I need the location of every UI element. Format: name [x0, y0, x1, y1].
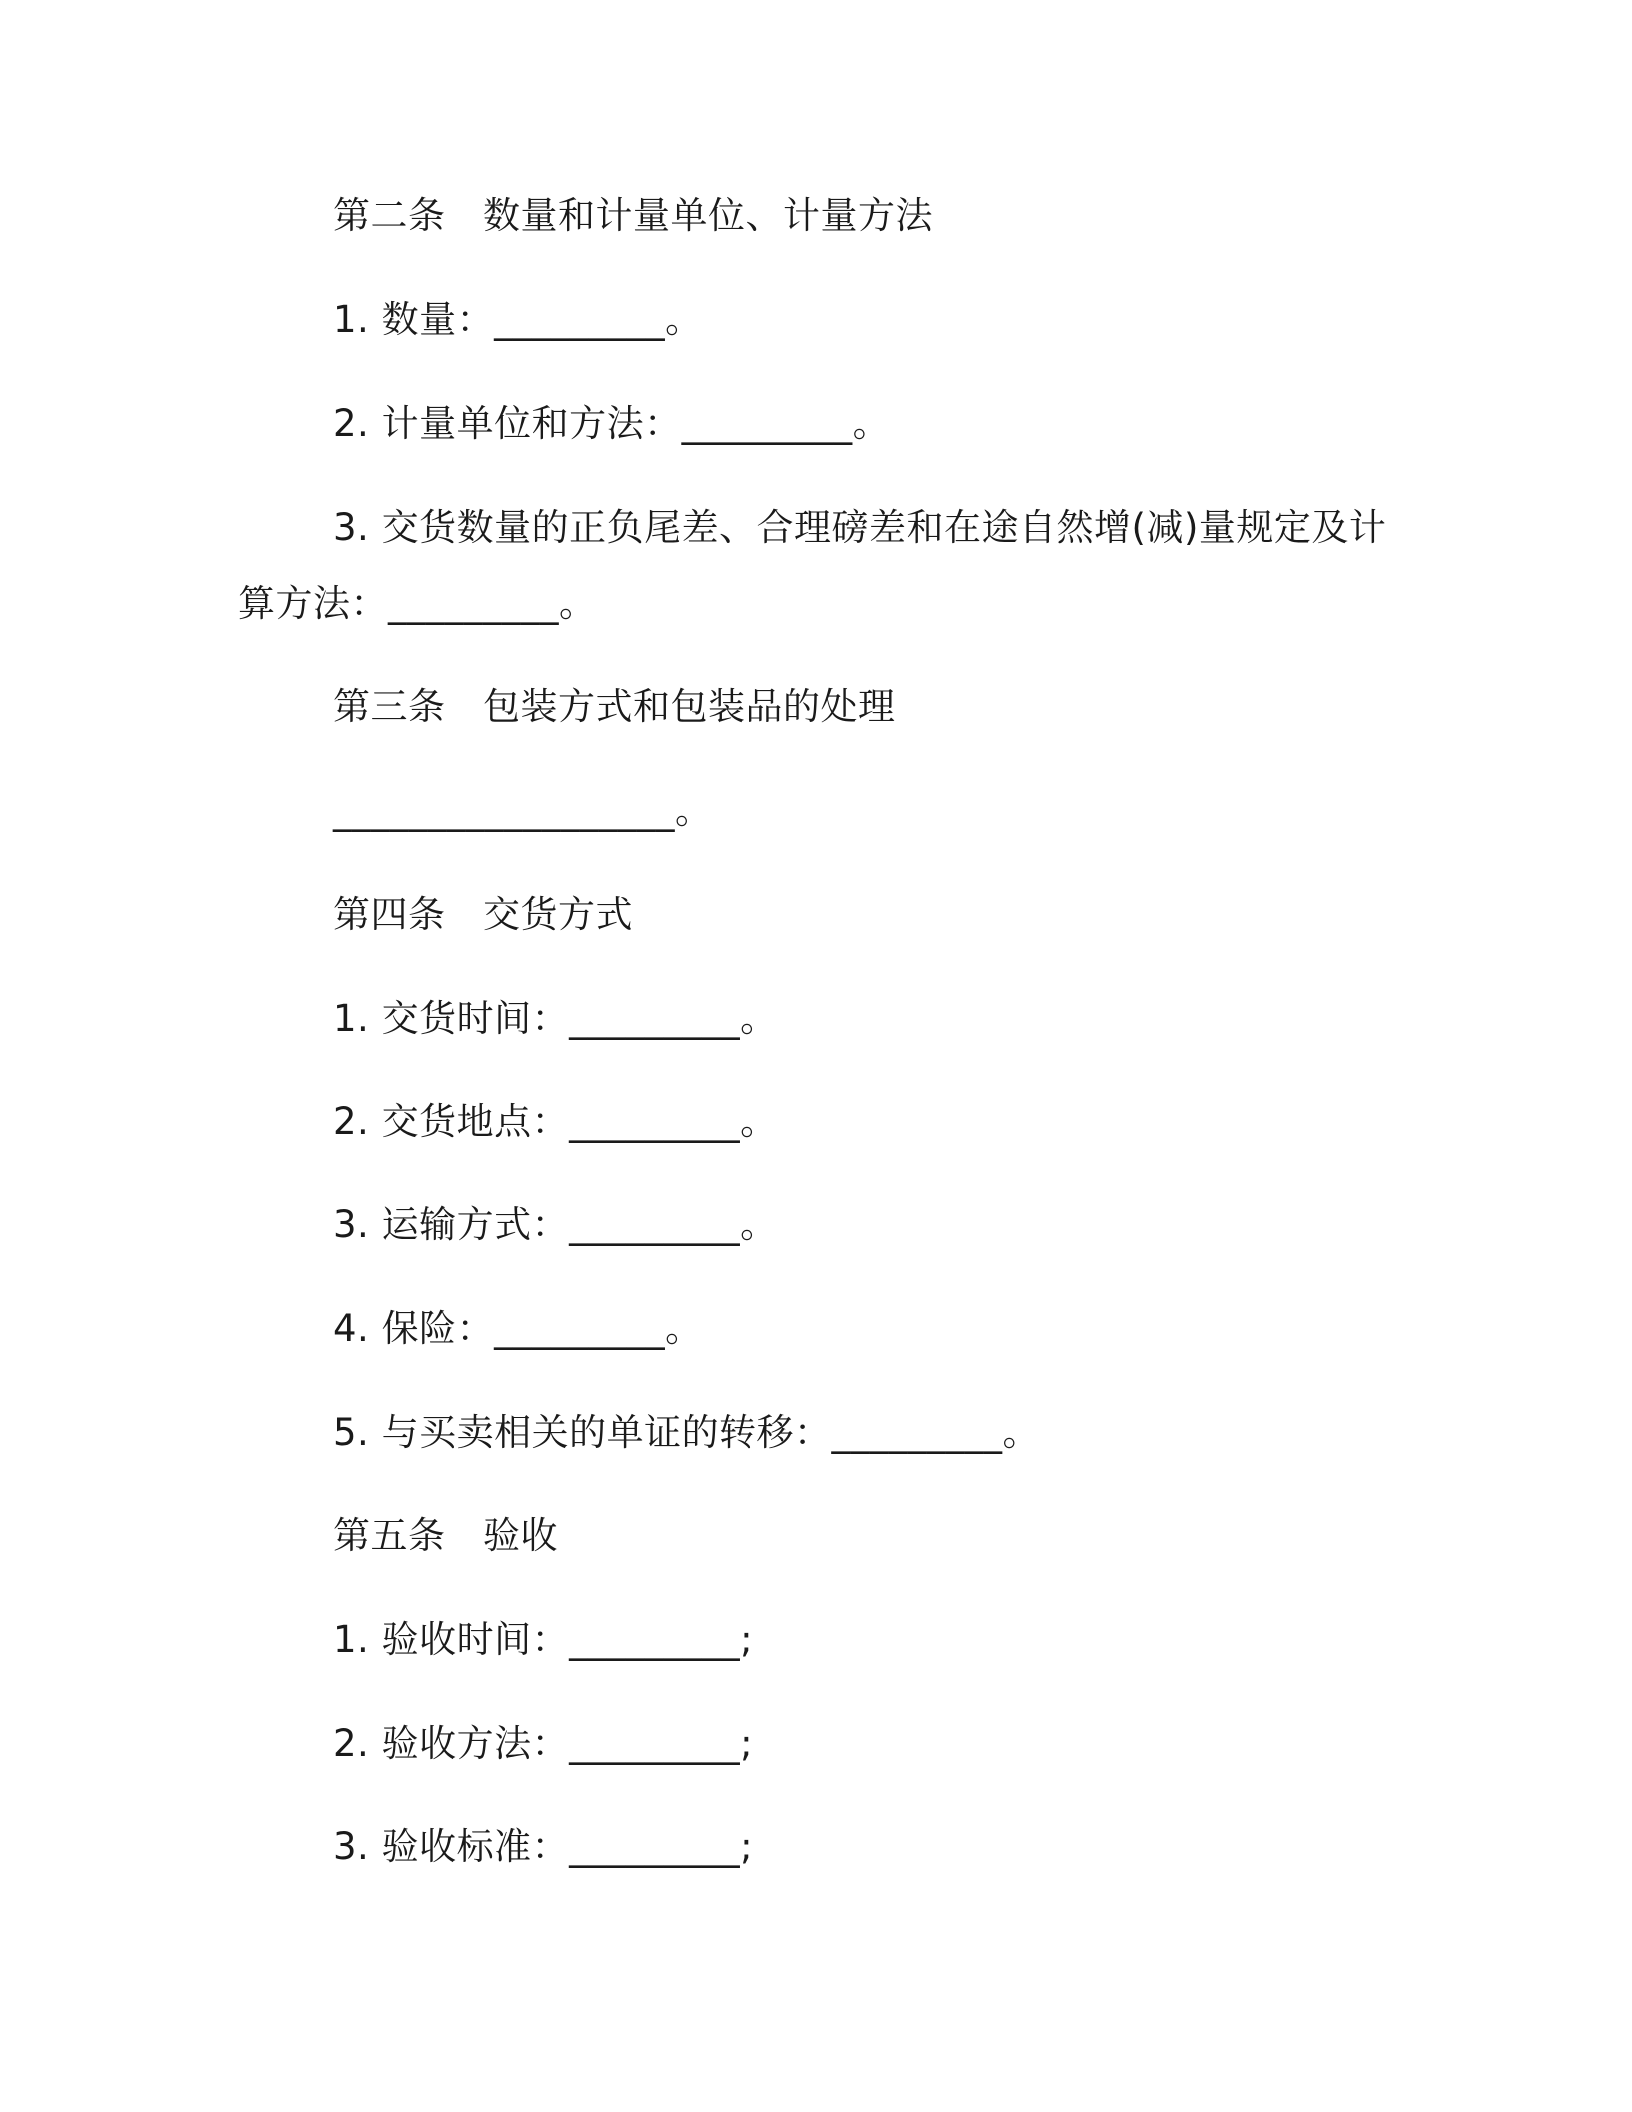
clause-2-3-tolerance-cont: 算方法：_________。 — [238, 582, 597, 625]
clause-4-5-documents: 5. 与买卖相关的单证的转移：_________。 — [333, 1411, 1041, 1454]
clause-2-1-quantity: 1. 数量：_________。 — [333, 298, 703, 341]
article-3-heading: 第三条 包装方式和包装品的处理 — [333, 685, 896, 728]
clause-4-3-transport: 3. 运输方式：_________。 — [333, 1203, 778, 1246]
clause-5-1-acceptance-time: 1. 验收时间：_________; — [333, 1618, 754, 1661]
article-4-heading: 第四条 交货方式 — [333, 893, 633, 936]
article-5-heading: 第五条 验收 — [333, 1514, 558, 1557]
article-3-blank: __________________。 — [333, 789, 713, 832]
clause-5-3-acceptance-standard: 3. 验收标准：_________; — [333, 1825, 754, 1868]
clause-2-3-tolerance: 3. 交货数量的正负尾差、合理磅差和在途自然增(减)量规定及计 — [333, 506, 1387, 549]
clause-4-4-insurance: 4. 保险：_________。 — [333, 1307, 703, 1350]
clause-5-2-acceptance-method: 2. 验收方法：_________; — [333, 1722, 754, 1765]
clause-2-2-unit-method: 2. 计量单位和方法：_________。 — [333, 402, 891, 445]
clause-4-2-delivery-place: 2. 交货地点：_________。 — [333, 1100, 778, 1143]
clause-4-1-delivery-time: 1. 交货时间：_________。 — [333, 997, 778, 1040]
article-2-heading: 第二条 数量和计量单位、计量方法 — [333, 194, 933, 237]
